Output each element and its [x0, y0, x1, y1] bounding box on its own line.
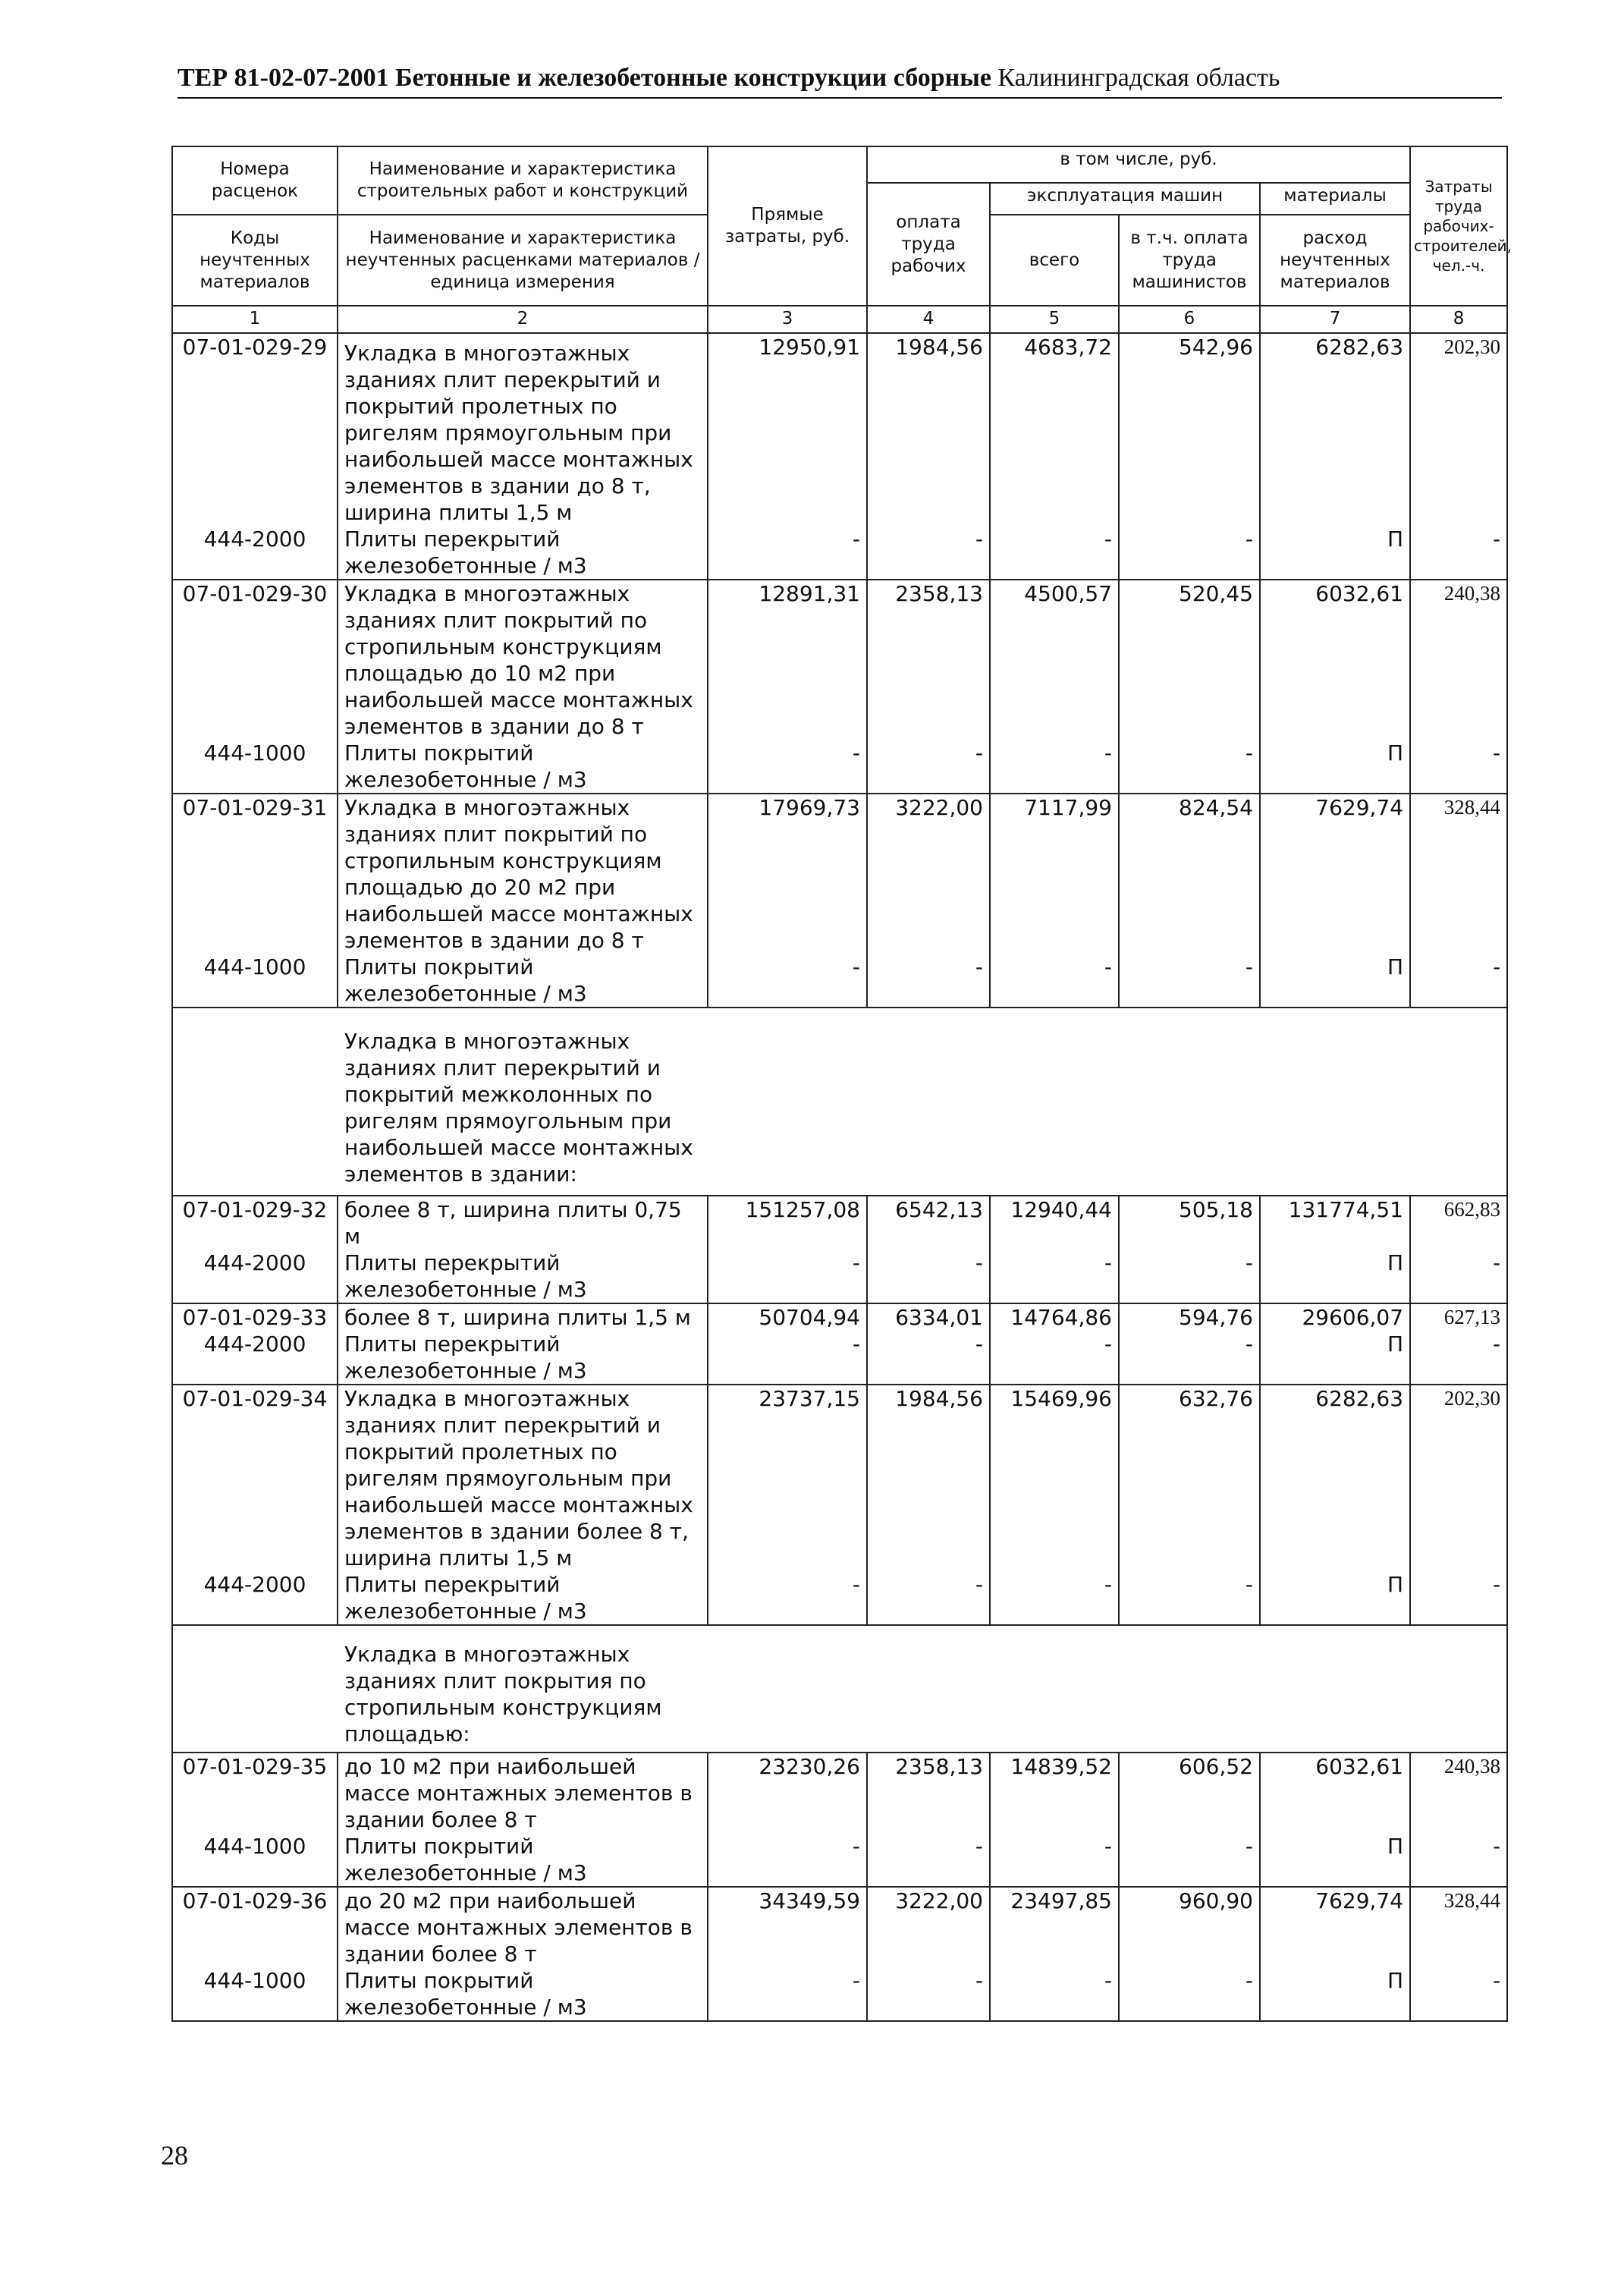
- work-description: Укладка в многоэтажных зданиях плит покрытий по стропильным конструкциям площадью до 10 м2 при наибольшей массе монтажных элементов в здании до 8 т: [338, 580, 708, 740]
- dash: -: [990, 1833, 1119, 1887]
- table-row: [172, 1385, 1507, 1571]
- material-marker: П: [1260, 1331, 1410, 1385]
- machinist-pay: 594,76: [1119, 1303, 1260, 1331]
- rate-code: 07-01-029-36: [172, 1887, 338, 1967]
- direct-costs: 50704,94: [708, 1303, 867, 1331]
- material-description: Плиты покрытий железобетонные / м3: [338, 1833, 708, 1887]
- table-row: [172, 1753, 1507, 1833]
- materials-cost: 7629,74: [1260, 794, 1410, 954]
- rate-code: 07-01-029-34: [172, 1385, 338, 1571]
- table-row: [172, 1887, 1507, 1967]
- dash: -: [867, 526, 990, 580]
- dash: -: [708, 1833, 867, 1887]
- dash: -: [990, 1967, 1119, 2021]
- worker-pay: 6542,13: [867, 1196, 990, 1250]
- material-row: [172, 526, 1507, 580]
- material-description: Плиты покрытий железобетонные / м3: [338, 740, 708, 794]
- direct-costs: 23737,15: [708, 1385, 867, 1571]
- machines-total: 7117,99: [990, 794, 1119, 954]
- work-description: Укладка в многоэтажных зданиях плит перекрытий и покрытий пролетных по ригелям прямоугольным при наибольшей массе монтажных элементов в здании более 8 т, ширина плиты 1,5 м: [338, 1385, 708, 1571]
- column-number: 8: [1410, 306, 1507, 333]
- table-row: [172, 794, 1507, 954]
- material-description: Плиты перекрытий железобетонные / м3: [338, 1331, 708, 1385]
- header-material-codes: Коды неучтенных материалов: [172, 215, 338, 306]
- material-code: 444-2000: [172, 1571, 338, 1625]
- machinist-pay: 632,76: [1119, 1385, 1260, 1571]
- labor-hours: 328,44: [1410, 1887, 1507, 1967]
- work-description: Укладка в многоэтажных зданиях плит перекрытий и покрытий пролетных по ригелям прямоугольным при наибольшей массе монтажных элементов в здании до 8 т, ширина плиты 1,5 м: [338, 333, 708, 526]
- dash: -: [867, 1571, 990, 1625]
- labor-hours: 662,83: [1410, 1196, 1507, 1250]
- rate-code: 07-01-029-32: [172, 1196, 338, 1250]
- material-code: 444-2000: [172, 526, 338, 580]
- dash: -: [1119, 1331, 1260, 1385]
- machines-total: 4683,72: [990, 333, 1119, 526]
- direct-costs: 17969,73: [708, 794, 867, 954]
- header-materials: материалы: [1260, 183, 1410, 215]
- material-code: 444-2000: [172, 1250, 338, 1303]
- header-work-name: Наименование и характеристика строительных работ и конструкций: [338, 146, 708, 215]
- worker-pay: 3222,00: [867, 1887, 990, 1967]
- group-heading-row: [172, 1008, 1507, 1196]
- labor-hours: 240,38: [1410, 580, 1507, 740]
- dash: -: [1410, 740, 1507, 794]
- work-description: до 10 м2 при наибольшей массе монтажных элементов в здании более 8 т: [338, 1753, 708, 1833]
- dash: -: [990, 526, 1119, 580]
- machines-total: 23497,85: [990, 1887, 1119, 1967]
- dash: -: [867, 1833, 990, 1887]
- material-row: [172, 1331, 1507, 1385]
- dash: -: [1119, 740, 1260, 794]
- machinist-pay: 606,52: [1119, 1753, 1260, 1833]
- material-marker: П: [1260, 1571, 1410, 1625]
- dash: -: [1119, 1571, 1260, 1625]
- dash: -: [990, 1331, 1119, 1385]
- material-description: Плиты покрытий железобетонные / м3: [338, 954, 708, 1008]
- machinist-pay: 960,90: [1119, 1887, 1260, 1967]
- machines-total: 4500,57: [990, 580, 1119, 740]
- direct-costs: 12950,91: [708, 333, 867, 526]
- dash: -: [708, 526, 867, 580]
- machines-total: 14839,52: [990, 1753, 1119, 1833]
- dash: -: [867, 740, 990, 794]
- worker-pay: 6334,01: [867, 1303, 990, 1331]
- dash: -: [867, 1967, 990, 2021]
- dash: -: [990, 954, 1119, 1008]
- material-row: [172, 954, 1507, 1008]
- work-description: Укладка в многоэтажных зданиях плит покрытий по стропильным конструкциям площадью до 20 м2 при наибольшей массе монтажных элементов в здании до 8 т: [338, 794, 708, 954]
- materials-cost: 6282,63: [1260, 1385, 1410, 1571]
- rate-code: 07-01-029-30: [172, 580, 338, 740]
- labor-hours: 202,30: [1410, 333, 1507, 526]
- header-machinist-pay: в т.ч. оплата труда машинистов: [1119, 215, 1260, 306]
- machines-total: 14764,86: [990, 1303, 1119, 1331]
- dash: -: [1410, 526, 1507, 580]
- dash: -: [1410, 1833, 1507, 1887]
- dash: -: [867, 1331, 990, 1385]
- page-number: 28: [161, 2140, 188, 2171]
- dash: -: [708, 1250, 867, 1303]
- dash: -: [708, 1571, 867, 1625]
- labor-hours: 202,30: [1410, 1385, 1507, 1571]
- machines-total: 15469,96: [990, 1385, 1119, 1571]
- worker-pay: 3222,00: [867, 794, 990, 954]
- dash: -: [1410, 954, 1507, 1008]
- column-number: 4: [867, 306, 990, 333]
- material-description: Плиты перекрытий железобетонные / м3: [338, 1571, 708, 1625]
- direct-costs: 12891,31: [708, 580, 867, 740]
- table-header: [172, 146, 1512, 333]
- column-number: 5: [990, 306, 1119, 333]
- header-machines: эксплуатация машин: [990, 183, 1260, 215]
- table-row: [172, 333, 1507, 526]
- dash: -: [1410, 1250, 1507, 1303]
- direct-costs: 23230,26: [708, 1753, 867, 1833]
- header-unaccounted-materials: расход неучтенных материалов: [1260, 215, 1410, 306]
- group-heading-row: [172, 1625, 1507, 1753]
- dash: -: [1410, 1571, 1507, 1625]
- column-number: 1: [172, 306, 338, 333]
- header-direct-costs: Прямые затраты, руб.: [708, 146, 867, 306]
- material-code: 444-1000: [172, 954, 338, 1008]
- worker-pay: 1984,56: [867, 1385, 990, 1571]
- material-code: 444-1000: [172, 1833, 338, 1887]
- materials-cost: 7629,74: [1260, 1887, 1410, 1967]
- work-description: более 8 т, ширина плиты 0,75 м: [338, 1196, 708, 1250]
- materials-cost: 6282,63: [1260, 333, 1410, 526]
- dash: -: [867, 954, 990, 1008]
- material-row: [172, 1833, 1507, 1887]
- material-marker: П: [1260, 954, 1410, 1008]
- dash: -: [1119, 1967, 1260, 2021]
- table-row: [172, 1303, 1507, 1331]
- header-machines-total: всего: [990, 215, 1119, 306]
- dash: -: [1410, 1967, 1507, 2021]
- table-row: [172, 580, 1507, 740]
- machinist-pay: 542,96: [1119, 333, 1260, 526]
- labor-hours: 328,44: [1410, 794, 1507, 954]
- column-number: 2: [338, 306, 708, 333]
- group-heading: Укладка в многоэтажных зданиях плит перекрытий и покрытий межколонных по ригелям прямоугольным при наибольшей массе монтажных элементов в здании:: [344, 1029, 693, 1187]
- dash: -: [990, 1250, 1119, 1303]
- dash: -: [1119, 526, 1260, 580]
- material-row: [172, 740, 1507, 794]
- work-description: до 20 м2 при наибольшей массе монтажных элементов в здании более 8 т: [338, 1887, 708, 1967]
- material-description: Плиты перекрытий железобетонные / м3: [338, 1250, 708, 1303]
- materials-cost: 29606,07: [1260, 1303, 1410, 1331]
- dash: -: [990, 1571, 1119, 1625]
- dash: -: [708, 1967, 867, 2021]
- worker-pay: 2358,13: [867, 1753, 990, 1833]
- dash: -: [990, 740, 1119, 794]
- column-number: 3: [708, 306, 867, 333]
- dash: -: [1119, 954, 1260, 1008]
- dash: -: [1119, 1250, 1260, 1303]
- header-labor-hours: Затраты труда рабочих-строителей, чел.-ч.: [1410, 146, 1507, 306]
- material-marker: П: [1260, 1967, 1410, 2021]
- header-rate-number: Номера расценок: [172, 146, 338, 215]
- machinist-pay: 824,54: [1119, 794, 1260, 954]
- rate-code: 07-01-029-33: [172, 1303, 338, 1331]
- materials-cost: 6032,61: [1260, 1753, 1410, 1833]
- machinist-pay: 520,45: [1119, 580, 1260, 740]
- material-marker: П: [1260, 740, 1410, 794]
- rate-code: 07-01-029-29: [172, 333, 338, 526]
- group-heading: Укладка в многоэтажных зданиях плит покрытия по стропильным конструкциям площадью:: [344, 1642, 662, 1746]
- labor-hours: 627,13: [1410, 1303, 1507, 1331]
- materials-cost: 131774,51: [1260, 1196, 1410, 1250]
- rate-code: 07-01-029-31: [172, 794, 338, 954]
- dash: -: [867, 1250, 990, 1303]
- material-row: [172, 1250, 1507, 1303]
- header-material-names: Наименование и характеристика неучтенных расценками материалов / единица измерения: [338, 215, 708, 306]
- table-row: [172, 1196, 1507, 1250]
- dash: -: [708, 740, 867, 794]
- dash: -: [708, 954, 867, 1008]
- worker-pay: 2358,13: [867, 580, 990, 740]
- machines-total: 12940,44: [990, 1196, 1119, 1250]
- rates-table: [171, 146, 1512, 2022]
- header-worker-pay: оплата труда рабочих: [867, 183, 990, 306]
- column-number: 6: [1119, 306, 1260, 333]
- labor-hours: 240,38: [1410, 1753, 1507, 1833]
- material-row: [172, 1571, 1507, 1625]
- machinist-pay: 505,18: [1119, 1196, 1260, 1250]
- work-description: более 8 т, ширина плиты 1,5 м: [338, 1303, 708, 1331]
- document-region: Калининградская область: [997, 64, 1280, 92]
- dash: -: [1410, 1331, 1507, 1385]
- material-row: [172, 1967, 1507, 2021]
- worker-pay: 1984,56: [867, 333, 990, 526]
- rate-code: 07-01-029-35: [172, 1753, 338, 1833]
- document-title: ТЕР 81-02-07-2001 Бетонные и железобетонные конструкции сборные: [177, 64, 991, 92]
- page-header: [177, 64, 1502, 99]
- column-number: 7: [1260, 306, 1410, 333]
- materials-cost: 6032,61: [1260, 580, 1410, 740]
- material-code: 444-1000: [172, 740, 338, 794]
- direct-costs: 151257,08: [708, 1196, 867, 1250]
- material-marker: П: [1260, 1833, 1410, 1887]
- material-marker: П: [1260, 526, 1410, 580]
- material-marker: П: [1260, 1250, 1410, 1303]
- dash: -: [1119, 1833, 1260, 1887]
- material-code: 444-1000: [172, 1967, 338, 2021]
- dash: -: [708, 1331, 867, 1385]
- material-description: Плиты покрытий железобетонные / м3: [338, 1967, 708, 2021]
- direct-costs: 34349,59: [708, 1887, 867, 1967]
- material-code: 444-2000: [172, 1331, 338, 1385]
- material-description: Плиты перекрытий железобетонные / м3: [338, 526, 708, 580]
- header-in-total: в том числе, руб.: [867, 146, 1410, 183]
